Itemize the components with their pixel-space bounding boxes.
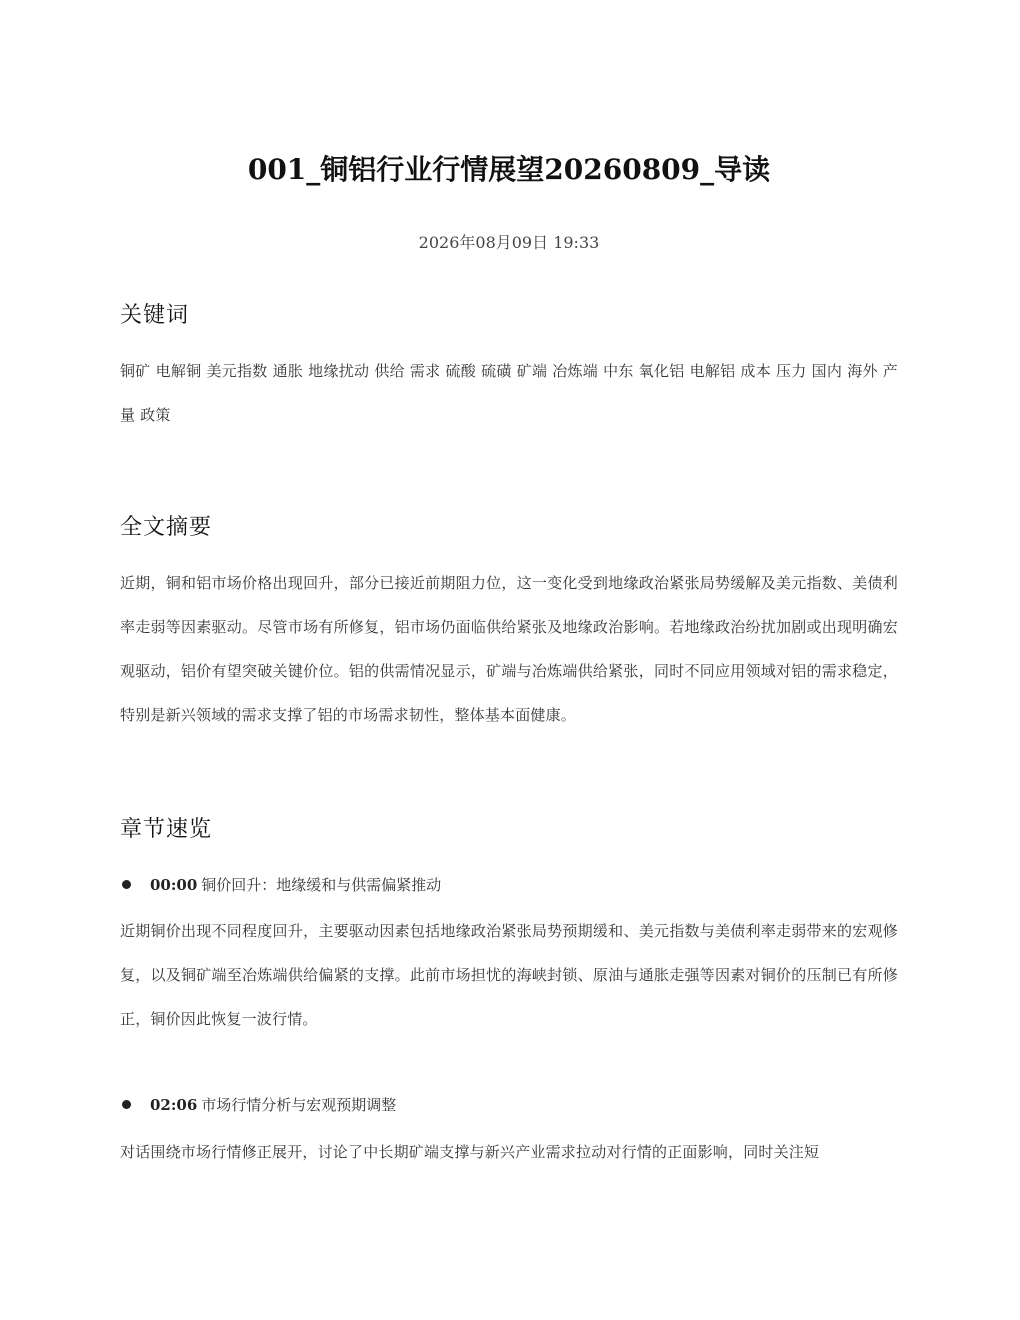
keywords-text: 铜矿 电解铜 美元指数 通胀 地缘扰动 供给 需求 硫酸 硫磺 矿端 冶炼端 中东 氧化铝 电解铝 成本 压力 国内 海外 产量 政策 bbox=[120, 362, 898, 424]
chapter-item-1-header[interactable] bbox=[120, 872, 898, 898]
summary-text: 近期，铜和铝市场价格出现回升，部分已接近前期阻力位，这一变化受到地缘政治紧张局势缓解及美元指数、美债利率走弱等因素驱动。尽管市场有所修复，铝市场仍面临供给紧张及地缘政治影响。若地缘政治纷扰加剧或出现明确宏观驱动，铝价有望突破关键价位。铝的供需情况显示，矿端与冶炼端供给紧张，同时不同应用领域对铝的需求稳定，特别是新兴领域的需求支撑了铝的市场需求韧性，整体基本面健康。 bbox=[120, 574, 898, 724]
chapter-item-2-body: 对话围绕市场行情修正展开，讨论了中长期矿端支撑与新兴产业需求拉动对行情的正面影响，同时关注短 bbox=[120, 1143, 820, 1161]
chapters-heading: 章节速览 bbox=[120, 817, 213, 842]
chapter-timestamp[interactable]: 00:00 bbox=[150, 876, 198, 894]
document-date: 2026年08月09日 19:33 bbox=[418, 233, 600, 252]
bullet-icon bbox=[122, 1100, 131, 1109]
keywords-heading: 关键词 bbox=[120, 303, 190, 328]
chapter-item-2-header[interactable] bbox=[120, 1092, 898, 1118]
chapter-title: 铜价回升：地缘缓和与供需偏紧推动 bbox=[201, 876, 442, 894]
document-title: 001_铜铝行业行情展望20260809_导读 bbox=[247, 153, 771, 186]
bullet-icon bbox=[122, 880, 131, 889]
summary-heading: 全文摘要 bbox=[120, 515, 213, 540]
chapter-item-1-body: 近期铜价出现不同程度回升，主要驱动因素包括地缘政治紧张局势预期缓和、美元指数与美债利率走弱带来的宏观修复，以及铜矿端至冶炼端供给偏紧的支撑。此前市场担忧的海峡封锁、原油与通胀走强等因素对铜价的压制已有所修正，铜价因此恢复一波行情。 bbox=[120, 922, 898, 1028]
chapter-title: 市场行情分析与宏观预期调整 bbox=[201, 1096, 397, 1114]
chapter-timestamp[interactable]: 02:06 bbox=[150, 1096, 198, 1114]
